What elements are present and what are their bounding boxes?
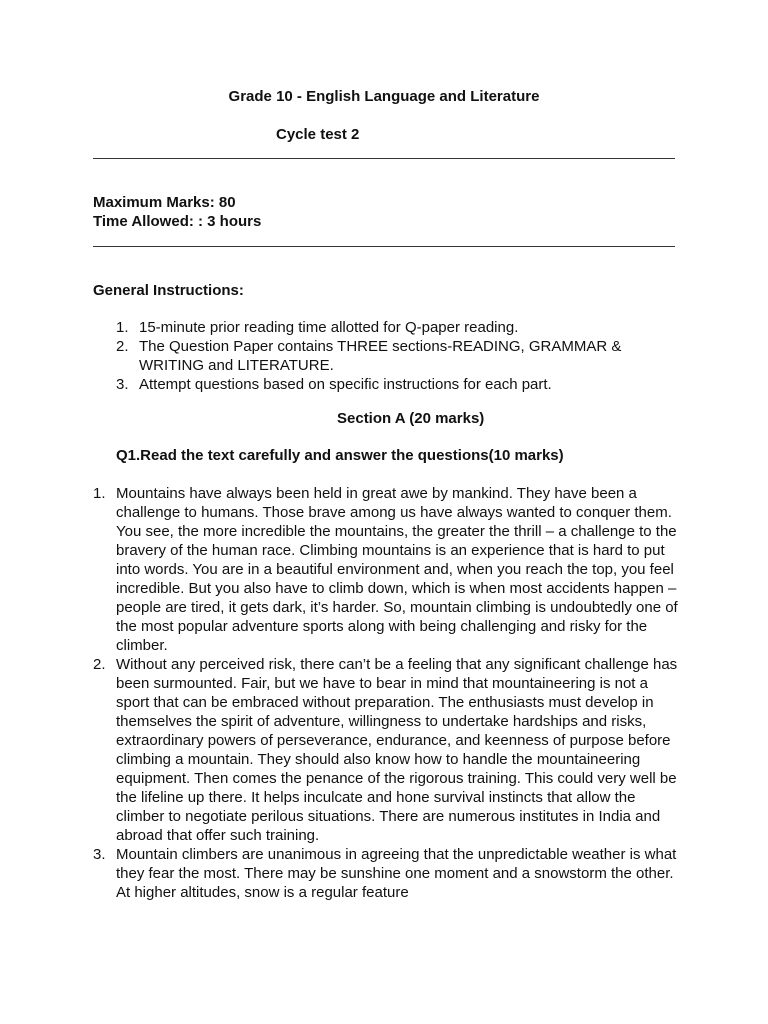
paragraph-text: Without any perceived risk, there can’t be a feeling that any significant challenge has been surmounted. Fair, but we have to bear in mind that mountaineering is not a sport that can be embraced without preparation. The enthusiasts must develop in themselves the spirit of adventure, willingness to undertake hardships and risks, extraordinary powers of perseverance, endurance, and keenness of purpose before climbing a mountain. They should also know how to handle the mountaineering equipment. Then comes the penance of the rigorous training. This could very well be the lifeline up there. It helps inculcate and hone survival instincts that allow the climber to negotiate perilous situations. There are numerous institutes in India and abroad that offer such training. bbox=[116, 656, 678, 844]
passage-list bbox=[93, 484, 683, 902]
instructions-list bbox=[116, 318, 636, 394]
item-text: Attempt questions based on specific instructions for each part. bbox=[139, 376, 552, 393]
list-item bbox=[116, 318, 636, 337]
list-item bbox=[93, 655, 683, 845]
list-item bbox=[116, 337, 636, 375]
paragraph-number: 1. bbox=[93, 485, 106, 502]
document-title: Grade 10 - English Language and Literature bbox=[228, 88, 540, 105]
paragraph-text: Mountains have always been held in great awe by mankind. They have been a challenge to humans. Those brave among us have always wanted to conquer them. You see, the more incredible the mountains, the greater the thrill – a challenge to the bravery of the human race. Climbing mountains is an experience that is hard to put into words. You are in a beautiful environment and, when you reach the top, you feel incredible. But you also have to climb down, which is when most accidents happen – people are tired, it gets dark, it’s harder. So, mountain climbing is undoubtedly one of the most popular adventure sports along with being challenging and risky for the climber. bbox=[116, 485, 678, 654]
section-heading: Section A (20 marks) bbox=[337, 410, 485, 427]
document-subtitle: Cycle test 2 bbox=[276, 126, 360, 143]
time-allowed: Time Allowed: : 3 hours bbox=[93, 213, 262, 230]
question-heading: Q1.Read the text carefully and answer the questions(10 marks) bbox=[116, 447, 564, 464]
item-text: The Question Paper contains THREE sections-READING, GRAMMAR & WRITING and LITERATURE. bbox=[139, 338, 622, 374]
divider-bottom bbox=[93, 246, 675, 247]
list-item bbox=[93, 484, 683, 655]
paragraph-number: 2. bbox=[93, 656, 106, 673]
list-item bbox=[116, 375, 636, 394]
item-number: 2. bbox=[116, 338, 129, 355]
list-item bbox=[93, 845, 683, 902]
item-number: 1. bbox=[116, 319, 129, 336]
max-marks: Maximum Marks: 80 bbox=[93, 194, 236, 211]
exam-meta bbox=[93, 193, 261, 231]
item-text: 15-minute prior reading time allotted for Q-paper reading. bbox=[139, 319, 519, 336]
divider-top bbox=[93, 158, 675, 159]
paragraph-text: Mountain climbers are unanimous in agreeing that the unpredictable weather is what they fear the most. There may be sunshine one moment and a snowstorm the other. At higher altitudes, snow is a regular feature bbox=[116, 846, 677, 901]
paragraph-number: 3. bbox=[93, 846, 106, 863]
instructions-heading: General Instructions: bbox=[93, 282, 244, 299]
item-number: 3. bbox=[116, 376, 129, 393]
